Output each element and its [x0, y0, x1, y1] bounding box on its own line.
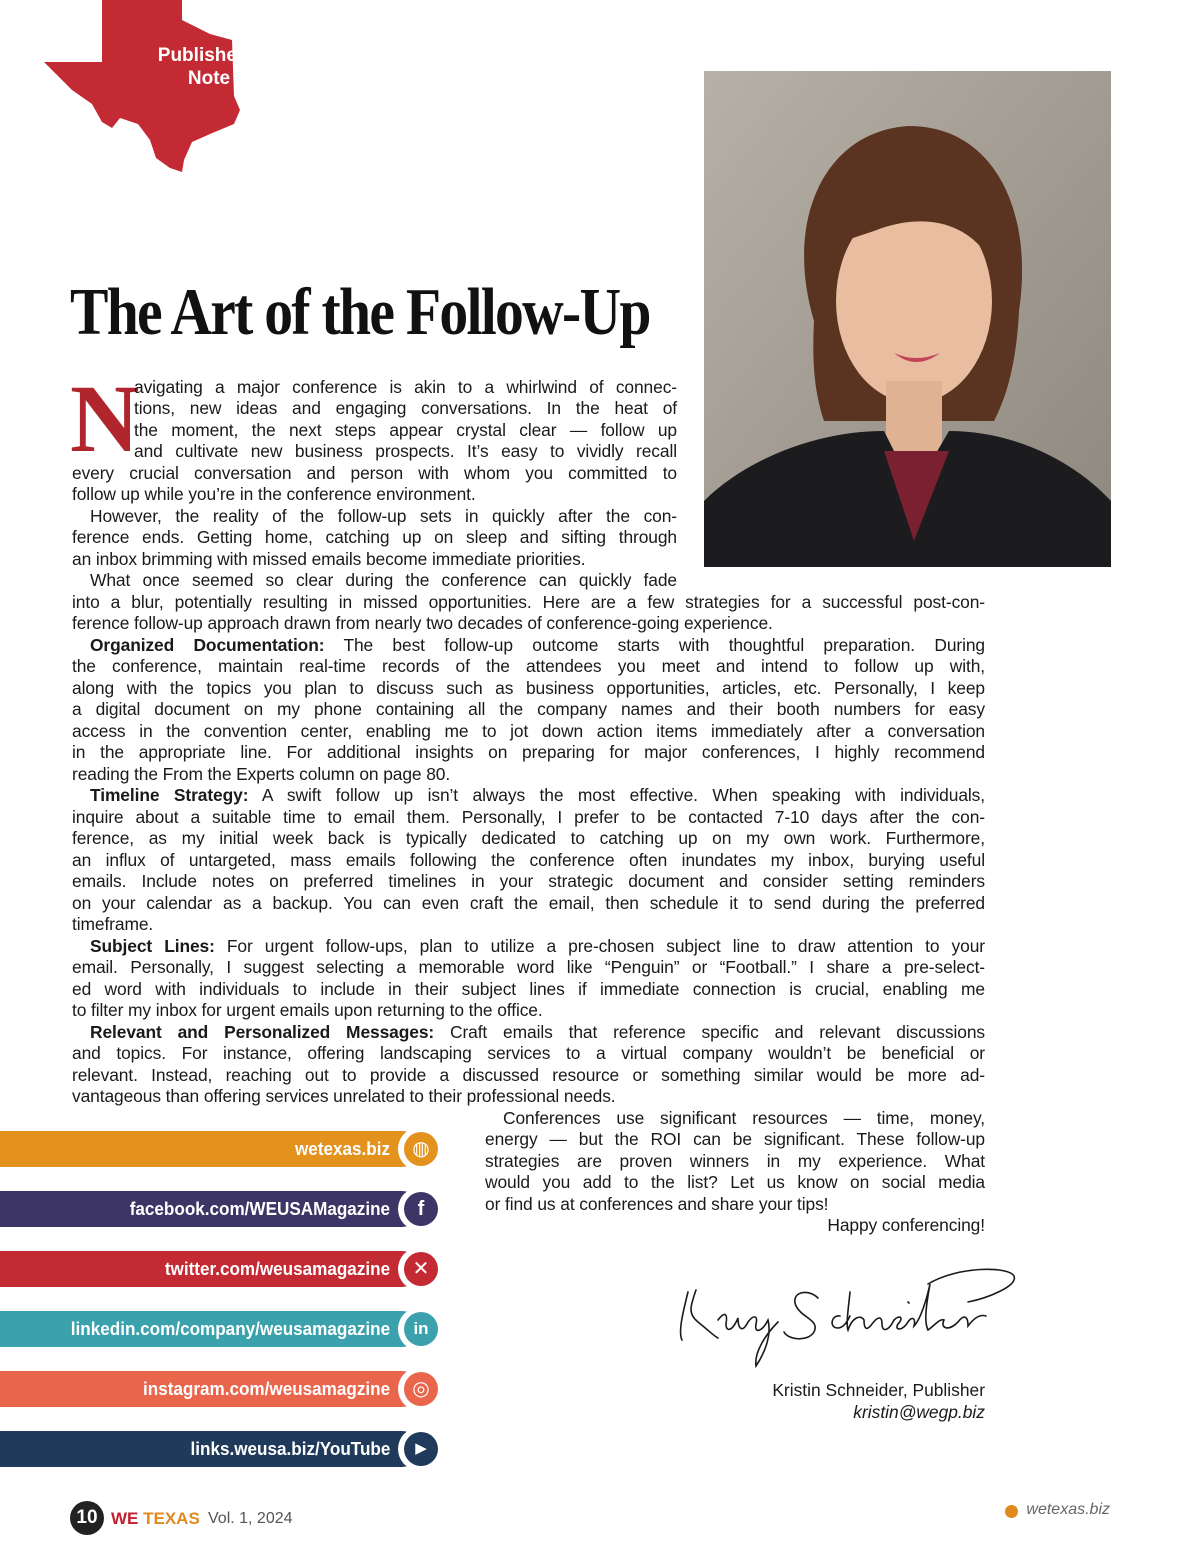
body-text: For urgent follow-ups, plan to utilize a pre-chosen subject line to draw attention to your	[214, 936, 985, 956]
body-line: the conference, maintain real-time records of the attendees you meet and intend to follow up with,	[72, 656, 985, 676]
body-line: an influx of untargeted, mass emails following the conference often inundates my inbox, burying useful	[72, 850, 985, 870]
drop-cap: N	[70, 365, 140, 472]
badge-label	[134, 44, 284, 90]
closing-line: Happy conferencing!	[827, 1215, 985, 1235]
article-headline: The Art of the Follow-Up	[70, 275, 650, 349]
body-line: tions, new ideas and engaging conversations. In the heat of	[134, 398, 677, 418]
body-line: in the appropriate line. For additional insights on preparing for major conferences, I highly recommend	[72, 742, 985, 762]
body-line: ference ends. Getting home, catching up on sleep and sifting through	[72, 527, 677, 547]
body-line: ference follow-up approach drawn from nearly two decades of conference-going experience.	[72, 613, 773, 633]
body-line: a digital document on my phone containing all the company names and their booth numbers for easy	[72, 699, 985, 719]
social-label: instagram.com/weusamagzine	[142, 1379, 390, 1399]
body-line: emails. Include notes on preferred timelines in your strategic document and consider setting reminders	[72, 871, 985, 891]
body-line: energy — but the ROI can be significant. These follow-up	[485, 1129, 985, 1149]
magazine-name-we: WE	[111, 1509, 139, 1528]
body-line: or find us at conferences and share your tips!	[485, 1194, 829, 1214]
social-label: twitter.com/weusamagazine	[164, 1259, 390, 1279]
handwritten-signature	[668, 1262, 1028, 1372]
instagram-icon: ◎	[398, 1368, 438, 1410]
subhead-timeline-strategy: Timeline Strategy:	[90, 785, 249, 805]
social-label: wetexas.biz	[294, 1139, 390, 1159]
body-line: would you add to the list? Let us know on social media	[485, 1172, 985, 1192]
subhead-organized-documentation: Organized Documentation:	[90, 635, 325, 655]
publisher-name: Kristin Schneider, Publisher	[772, 1380, 985, 1400]
body-line: ference, as my initial week back is typically dedicated to catching up on my own work. Furthermore,	[72, 828, 985, 848]
youtube-icon: ▶	[398, 1428, 438, 1470]
body-line: email. Personally, I suggest selecting a memorable word like “Penguin” or “Football.” I share a pre-select-	[72, 957, 985, 977]
publishers-note-badge	[42, 0, 261, 175]
magazine-name-texas: TEXAS	[143, 1509, 200, 1528]
globe-icon	[1005, 1505, 1018, 1518]
body-line: inquire about a suitable time to email them. Personally, I prefer to be contacted 7-10 days after the con-	[72, 807, 985, 827]
body-text: The best follow-up outcome starts with thoughtful preparation. During	[324, 635, 985, 655]
volume-label: Vol. 1, 2024	[208, 1510, 293, 1527]
body-line: follow up while you’re in the conference environment.	[72, 484, 476, 504]
body-line: vantageous than offering services unrelated to their professional needs.	[72, 1086, 616, 1106]
publisher-email[interactable]: kristin@wegp.biz	[853, 1402, 985, 1422]
globe-icon: ◍	[398, 1128, 438, 1170]
body-line	[90, 635, 985, 657]
social-label: links.weusa.biz/YouTube	[190, 1439, 390, 1459]
social-link-instagram[interactable]	[0, 1371, 440, 1407]
badge-line-2: Note	[187, 68, 231, 89]
body-line: access in the convention center, enabling me to jot down action items immediately after a conversation	[72, 721, 985, 741]
page-number: 10	[70, 1501, 104, 1535]
badge-line-1: Publisher’s	[157, 45, 261, 66]
social-link-youtube[interactable]	[0, 1431, 440, 1467]
magazine-name	[111, 1509, 200, 1529]
body-line	[90, 936, 985, 958]
body-line	[90, 1022, 985, 1044]
body-line: What once seemed so clear during the conference can quickly fade	[90, 570, 677, 590]
body-line: the moment, the next steps appear crystal clear — follow up	[134, 420, 677, 440]
body-line: along with the topics you plan to discuss such as business opportunities, articles, etc. Personally, I keep	[72, 678, 985, 698]
social-link-facebook[interactable]	[0, 1191, 440, 1227]
body-line	[90, 785, 985, 807]
social-label: facebook.com/WEUSAMagazine	[129, 1199, 390, 1219]
body-line: reading the From the Experts column on page 80.	[72, 764, 451, 784]
body-line: and topics. For instance, offering landscaping services to a virtual company wouldn’t be beneficial or	[72, 1043, 985, 1063]
body-line: and cultivate new business prospects. It’s easy to vividly recall	[134, 441, 677, 461]
body-line: an inbox brimming with missed emails become immediate priorities.	[72, 549, 586, 569]
body-line: ed word with individuals to include in their subject lines if immediate connection is crucial, enabling me	[72, 979, 985, 999]
subhead-subject-lines: Subject Lines:	[90, 936, 215, 956]
body-text: A swift follow up isn’t always the most effective. When speaking with individuals,	[248, 785, 985, 805]
body-line: relevant. Instead, reaching out to provide a discussed resource or something similar would be more ad-	[72, 1065, 985, 1085]
subhead-relevant-personalized-messages: Relevant and Personalized Messages:	[90, 1022, 435, 1042]
body-line: to filter my inbox for urgent emails upon returning to the office.	[72, 1000, 543, 1020]
social-label: linkedin.com/company/weusamagazine	[70, 1319, 390, 1339]
body-line: Conferences use significant resources — time, money,	[503, 1108, 985, 1128]
social-link-website[interactable]	[0, 1131, 440, 1167]
social-link-twitter[interactable]	[0, 1251, 440, 1287]
linkedin-icon: in	[398, 1308, 438, 1350]
body-line: every crucial conversation and person with whom you committed to	[72, 463, 677, 483]
body-line: timeframe.	[72, 914, 154, 934]
facebook-icon: f	[398, 1188, 438, 1230]
footer-website[interactable]: wetexas.biz	[1026, 1501, 1110, 1518]
body-line: avigating a major conference is akin to a whirlwind of connec-	[134, 377, 677, 397]
x-icon: ✕	[398, 1248, 438, 1290]
body-line: into a blur, potentially resulting in missed opportunities. Here are a few strategies for a successful post-con-	[72, 592, 985, 612]
body-line: However, the reality of the follow-up sets in quickly after the con-	[90, 506, 677, 526]
body-line: strategies are proven winners in my experience. What	[485, 1151, 985, 1171]
social-link-linkedin[interactable]	[0, 1311, 440, 1347]
body-line: on your calendar as a backup. You can even craft the email, then schedule it to send during the preferred	[72, 893, 985, 913]
publisher-portrait	[704, 71, 1111, 567]
body-text: Craft emails that reference specific and relevant discussions	[434, 1022, 985, 1042]
